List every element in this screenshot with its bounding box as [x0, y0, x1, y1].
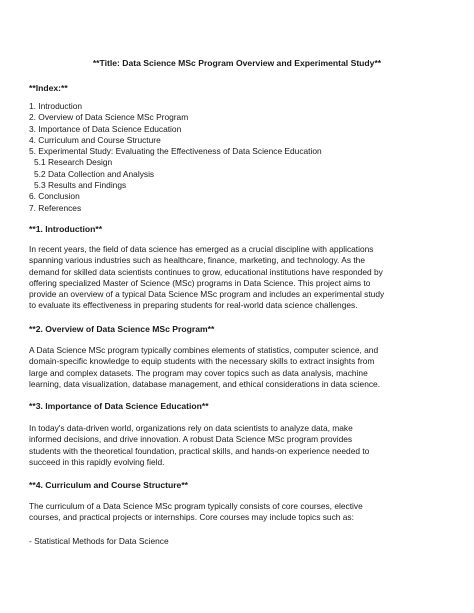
paragraph-line: In today's data-driven world, organizations rely on data scientists to analyze data, make [29, 423, 353, 433]
toc-item: 2. Overview of Data Science MSc Program [29, 112, 189, 123]
bullet-item: - Statistical Methods for Data Science [29, 536, 169, 546]
toc-item: 3. Importance of Data Science Education [29, 123, 182, 134]
paragraph-line: The curriculum of a Data Science MSc program typically consists of core courses, elective [29, 501, 363, 511]
toc-item: 5. Experimental Study: Evaluating the Effectiveness of Data Science Education [29, 146, 322, 157]
toc-item: 7. References [29, 202, 82, 213]
paragraph-line: large and complex datasets. The program may cover topics such as data analysis, machine [29, 367, 368, 378]
index-heading: **Index:** [29, 83, 68, 93]
section-heading-overview: **2. Overview of Data Science MSc Program** [29, 324, 215, 334]
paragraph-line: A Data Science MSc program typically combines elements of statistics, computer science, and [29, 345, 379, 355]
section-heading-importance: **3. Importance of Data Science Education** [29, 401, 209, 411]
section-heading-curriculum: **4. Curriculum and Course Structure** [29, 480, 189, 490]
section-body-overview [29, 345, 459, 390]
paragraph-line: courses, and practical projects or internships. Core courses may include topics such as: [29, 512, 354, 523]
paragraph-line: offering specialized Master of Science (MSc) programs in Data Science. This project aims to [29, 277, 371, 288]
paragraph-line: In recent years, the field of data science has emerged as a crucial discipline with applications [29, 244, 374, 254]
paragraph-line: demand for skilled data scientists continues to grow, educational institutions have responded by [29, 266, 383, 277]
paragraph-line: succeed in this rapidly evolving field. [29, 456, 165, 467]
paragraph-line: provide an overview of a typical Data Science MSc program and includes an experimental study [29, 289, 385, 300]
section-body-curriculum [29, 501, 459, 524]
toc-subitem: 5.3 Results and Findings [34, 180, 127, 191]
paragraph-line: domain-specific knowledge to equip students with the necessary skills to extract insights from [29, 356, 375, 367]
section-body-introduction [29, 244, 459, 312]
paragraph-line: learning, data visualization, database management, and ethical considerations in data science. [29, 378, 381, 389]
paragraph-line: spanning various industries such as healthcare, finance, marketing, and technology. As the [29, 255, 365, 266]
toc-subitem: 5.1 Research Design [34, 157, 113, 168]
paragraph-line: informed decisions, and drive innovation. A robust Data Science MSc program provides [29, 434, 353, 445]
paragraph-line: students with the theoretical foundation, practical skills, and hands-on experience needed to [29, 445, 370, 456]
table-of-contents [29, 101, 322, 214]
document-title: **Title: Data Science MSc Program Overview and Experimental Study** [92, 58, 382, 68]
section-heading-introduction: **1. Introduction** [29, 224, 103, 234]
toc-item: 6. Conclusion [29, 191, 80, 202]
toc-item: 4. Curriculum and Course Structure [29, 134, 161, 145]
toc-item: 1. Introduction [29, 101, 83, 111]
paragraph-line: to evaluate its effectiveness in preparing students for real-world data science challenges. [29, 300, 358, 311]
bullet-list [29, 536, 459, 547]
toc-subitem: 5.2 Data Collection and Analysis [34, 168, 155, 179]
section-body-importance [29, 423, 459, 468]
